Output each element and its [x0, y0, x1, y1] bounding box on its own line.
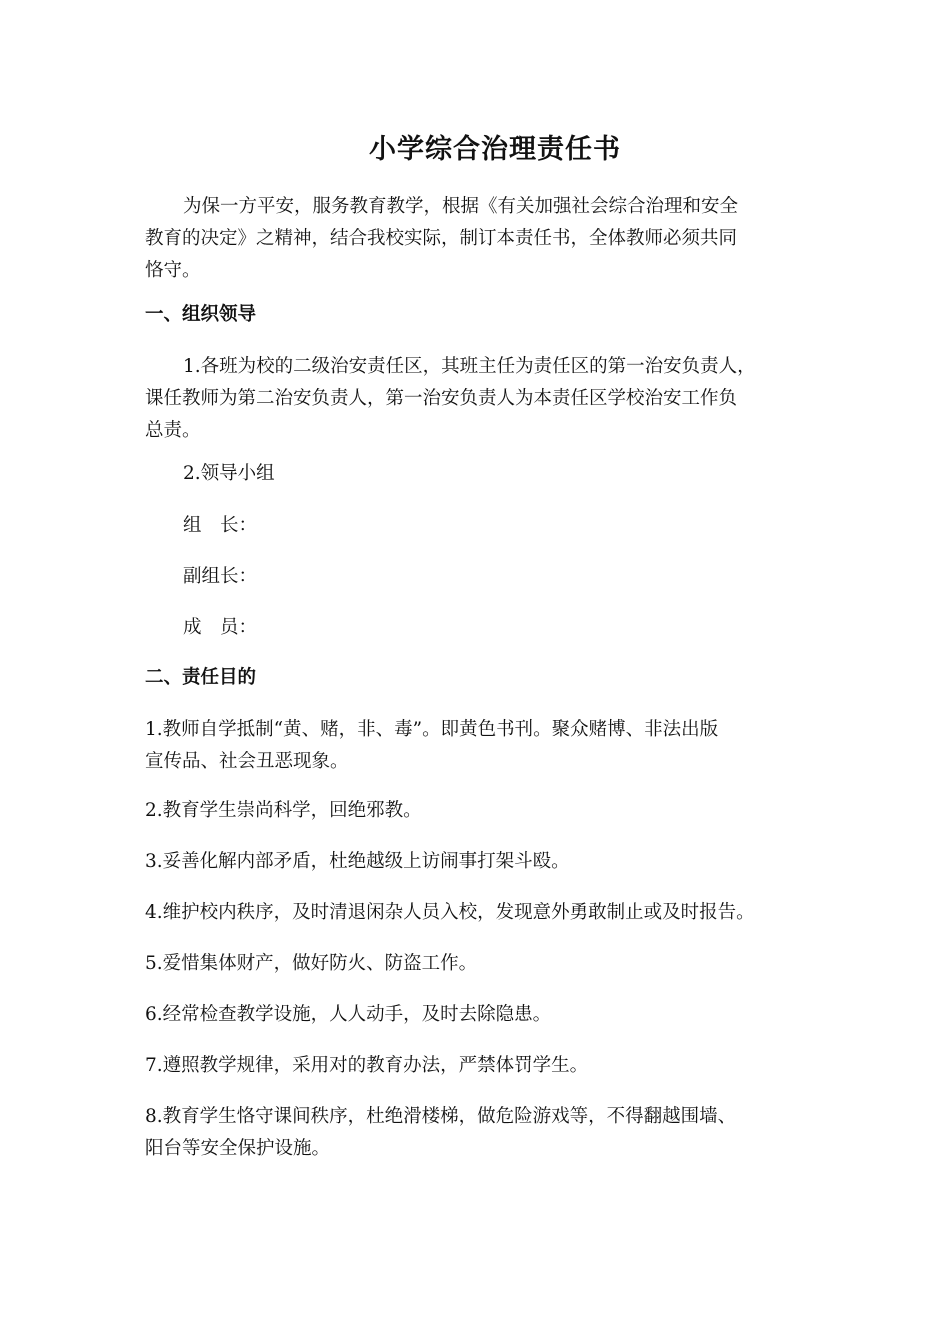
section2-item-4: 4.维护校内秩序，及时清退闲杂人员入校，发现意外勇敢制止或及时报告。	[145, 902, 755, 923]
intro-line-1: 为保一方平安，服务教育教学，根据《有关加强社会综合治理和安全	[183, 196, 739, 217]
section2-item-8-line-1: 8.教育学生恪守课间秩序，杜绝滑楼梯，做危险游戏等，不得翻越围墙、	[145, 1106, 737, 1127]
section2-item-3: 3.妥善化解内部矛盾，杜绝越级上访闹事打架斗殴。	[145, 851, 570, 872]
section1-item-1-line-3: 总责。	[145, 420, 201, 441]
section2-item-8	[145, 1104, 810, 1162]
section-heading-responsibility: 二、责任目的	[145, 667, 257, 688]
intro-line-2: 教育的决定》之精神，结合我校实际，制订本责任书，全体教师必须共同	[145, 228, 738, 249]
section2-item-1	[145, 717, 810, 775]
deputy-leader-field: 副组长：	[183, 566, 258, 587]
intro-paragraph	[145, 194, 810, 284]
section2-item-6: 6.经常检查教学设施，人人动手，及时去除隐患。	[145, 1004, 552, 1025]
section-heading-organization: 一、组织领导	[145, 304, 257, 325]
section1-item-2: 2.领导小组	[183, 463, 275, 484]
section2-item-1-line-1: 1.教师自学抵制“黄、赌，非、毒”。即黄色书刊。聚众赌博、非法出版	[145, 719, 719, 740]
section1-item-1-line-1: 1.各班为校的二级治安责任区，其班主任为责任区的第一治安负责人，	[183, 356, 756, 377]
section2-item-5: 5.爱惜集体财产，做好防火、防盗工作。	[145, 953, 478, 974]
section1-item-1-line-2: 课任教师为第二治安负责人，第一治安负责人为本责任区学校治安工作负	[145, 388, 738, 409]
section2-item-1-line-2: 宣传品、社会丑恶现象。	[145, 751, 349, 772]
section1-item-1	[145, 354, 810, 444]
section2-item-2: 2.教育学生崇尚科学，回绝邪教。	[145, 800, 422, 821]
members-field: 成 员：	[183, 617, 258, 638]
section2-item-8-line-2: 阳台等安全保护设施。	[145, 1138, 331, 1159]
document-title: 小学综合治理责任书	[369, 134, 621, 165]
section2-item-7: 7.遵照教学规律，采用对的教育办法，严禁体罚学生。	[145, 1055, 589, 1076]
intro-line-3: 恪守。	[145, 260, 201, 281]
leader-field: 组 长：	[183, 515, 258, 536]
